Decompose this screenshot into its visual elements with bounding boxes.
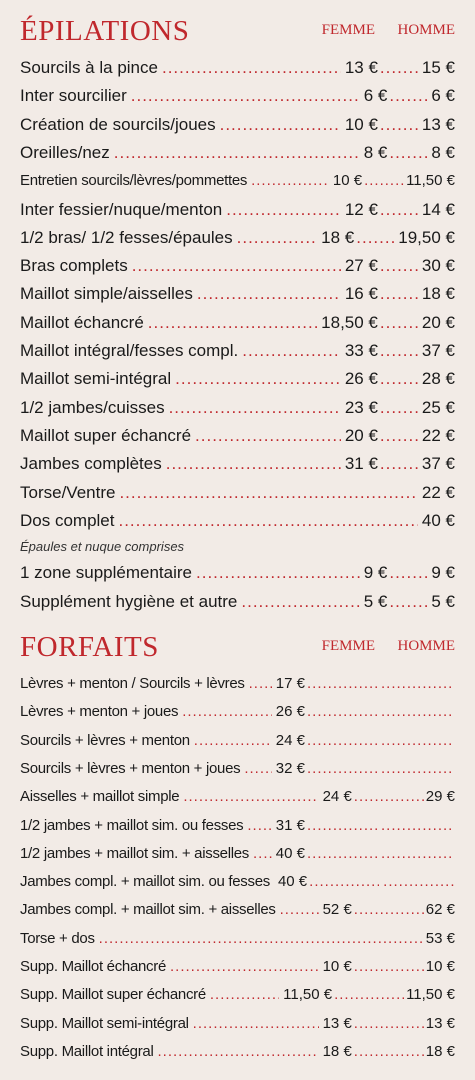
epilations-title: ÉPILATIONS: [20, 15, 190, 47]
dot-leader: [389, 141, 429, 165]
service-label: Inter fessier/nuque/menton: [20, 199, 223, 219]
price-row: [20, 898, 455, 922]
price-femme: 18,50 €: [321, 312, 378, 332]
dot-leader: [356, 226, 396, 250]
price-femme: 31 €: [275, 816, 305, 834]
dot-leader: [381, 700, 453, 724]
price-femme: 40 €: [277, 873, 308, 891]
price-row: [20, 729, 455, 753]
dot-leader: [247, 814, 271, 838]
service-label: Maillot simple/aisselles: [20, 284, 193, 304]
price-homme: 30 €: [421, 256, 455, 276]
dot-leader: [380, 424, 420, 448]
dot-leader: [354, 1012, 424, 1036]
dot-leader: [380, 452, 420, 476]
dot-leader: [194, 729, 272, 753]
dot-leader: [226, 198, 341, 222]
dot-leader: [196, 561, 360, 585]
forfaits-homme-label: HOMME: [397, 638, 455, 654]
dot-leader: [307, 814, 377, 838]
dot-leader: [241, 590, 359, 614]
dot-leader: [380, 56, 420, 80]
dot-leader: [253, 842, 272, 866]
price-homme: 5 €: [431, 592, 455, 612]
price-femme: 12 €: [344, 199, 378, 219]
price-row: [20, 282, 455, 306]
price-row: [20, 672, 455, 696]
dot-leader: [119, 481, 417, 505]
price-homme: 11,50 €: [406, 986, 455, 1004]
epilations-homme-label: HOMME: [397, 22, 455, 38]
dot-leader: [354, 1040, 424, 1064]
price-femme: 52 €: [322, 901, 352, 919]
service-label: Jambes compl. + maillot sim. + aisselles: [20, 901, 276, 919]
price-homme: 6 €: [431, 86, 455, 106]
price-femme: 13 €: [322, 1014, 352, 1032]
price-homme: 18 €: [425, 1042, 455, 1060]
price-row: [20, 590, 455, 614]
dot-leader: [380, 282, 420, 306]
price-homme: 20 €: [421, 312, 455, 332]
dot-leader: [309, 870, 379, 894]
price-homme: 14 €: [421, 199, 455, 219]
price-row: [20, 254, 455, 278]
price-homme: 37 €: [421, 454, 455, 474]
price-homme: 19,50 €: [398, 227, 455, 247]
dot-leader: [380, 396, 420, 420]
price-row: [20, 927, 455, 951]
price-row: [20, 700, 455, 724]
price-femme: 33 €: [344, 341, 378, 360]
price-femme: 31 €: [344, 454, 378, 474]
service-label: Supplément hygiène et autre: [20, 592, 238, 612]
price-row: [20, 842, 455, 866]
price-femme: 10 €: [322, 958, 352, 975]
price-femme: 10 €: [344, 114, 378, 134]
dot-leader: [380, 339, 420, 363]
service-label: 1/2 jambes + maillot sim. + aisselles: [20, 844, 249, 862]
dot-leader: [182, 700, 272, 724]
dot-leader: [118, 509, 417, 533]
dot-leader: [131, 84, 360, 108]
forfaits-header: [0, 630, 475, 670]
price-row: [20, 561, 455, 585]
price-homme: 62 €: [425, 901, 455, 919]
price-homme: 10 €: [425, 958, 455, 975]
service-label: Entretien sourcils/lèvres/pommettes: [20, 172, 248, 190]
price-row: [20, 198, 455, 222]
service-label: 1 zone supplémentaire: [20, 563, 193, 583]
service-label: 1/2 jambes/cuisses: [20, 397, 165, 417]
dot-leader: [380, 254, 420, 278]
dot-leader: [354, 898, 424, 922]
dot-leader: [380, 198, 420, 222]
dot-leader: [389, 84, 429, 108]
dot-leader: [389, 590, 429, 614]
price-femme: 11,50 €: [283, 986, 333, 1004]
dot-leader: [175, 367, 341, 391]
dot-leader: [166, 452, 341, 476]
dot-leader: [381, 672, 453, 696]
price-femme: 18 €: [321, 227, 355, 247]
service-label: Oreilles/nez: [20, 142, 110, 162]
dot-leader: [197, 282, 341, 306]
dot-leader: [380, 311, 420, 335]
service-label: Sourcils + lèvres + menton + joues: [20, 759, 241, 777]
price-homme: 29 €: [425, 788, 455, 806]
service-label: Maillot super échancré: [20, 425, 192, 445]
price-row: [20, 113, 455, 137]
service-label: Sourcils à la pince: [20, 58, 158, 77]
dot-leader: [193, 1012, 319, 1036]
service-label: Torse + dos: [20, 929, 95, 947]
price-homme: 40 €: [421, 510, 455, 530]
forfaits-title: FORFAITS: [20, 631, 159, 663]
price-femme: 6 €: [363, 86, 388, 106]
price-femme: 20 €: [344, 425, 378, 445]
dot-leader: [170, 955, 319, 979]
price-femme: 27 €: [344, 256, 378, 276]
dot-leader: [242, 339, 341, 363]
service-label: Jambes compl. + maillot sim. ou fesses: [20, 873, 270, 891]
price-homme: 15 €: [421, 58, 455, 77]
epilations-section: [0, 14, 475, 54]
dot-leader: [307, 700, 377, 724]
price-femme: 32 €: [275, 759, 305, 777]
price-femme: 13 €: [344, 58, 378, 77]
price-femme: 24 €: [275, 731, 305, 749]
service-label: Torse/Ventre: [20, 482, 116, 502]
price-homme: 53 €: [425, 929, 455, 947]
dot-leader: [249, 672, 272, 696]
service-label: Supp. Maillot intégral: [20, 1042, 154, 1060]
price-homme: 37 €: [421, 341, 455, 360]
price-row: [20, 141, 455, 165]
forfaits-section: [0, 630, 475, 670]
price-femme: 8 €: [363, 142, 388, 162]
service-label: Lèvres + menton / Sourcils + lèvres: [20, 675, 245, 692]
price-row: [20, 226, 455, 250]
service-label: Inter sourcilier: [20, 86, 127, 106]
forfaits-femme-label: FEMME: [321, 638, 375, 654]
dot-leader: [148, 311, 317, 335]
price-femme: 5 €: [363, 592, 388, 612]
dot-leader: [383, 870, 455, 894]
dot-leader: [381, 814, 453, 838]
service-label: Maillot intégral/fesses compl.: [20, 341, 239, 360]
dot-leader: [162, 56, 341, 80]
dot-leader: [389, 561, 429, 585]
epilations-header: [0, 14, 475, 54]
dot-leader: [381, 729, 453, 753]
price-homme: 25 €: [421, 397, 455, 417]
dot-leader: [220, 113, 341, 137]
dot-leader: [114, 141, 360, 165]
price-homme: 11,50 €: [406, 172, 455, 190]
price-homme: 22 €: [421, 425, 455, 445]
price-row: [20, 169, 455, 193]
dot-leader: [354, 785, 424, 809]
dot-leader: [157, 1040, 318, 1064]
price-row: [20, 757, 455, 781]
service-label: Maillot semi-intégral: [20, 369, 172, 389]
price-row: [20, 955, 455, 979]
price-row: [20, 509, 455, 533]
price-row: [20, 367, 455, 391]
service-label: Aisselles + maillot simple: [20, 788, 180, 806]
service-label: Supp. Maillot semi-intégral: [20, 1014, 189, 1032]
price-homme: 13 €: [421, 114, 455, 134]
service-label: Bras complets: [20, 256, 128, 276]
dot-leader: [183, 785, 318, 809]
price-row: [20, 870, 455, 894]
service-label: Supp. Maillot échancré: [20, 958, 166, 975]
dot-leader: [307, 672, 377, 696]
dot-leader: [307, 757, 377, 781]
price-row: [20, 424, 455, 448]
price-homme: 9 €: [431, 563, 455, 583]
price-row: [20, 983, 455, 1007]
service-label: 1/2 bras/ 1/2 fesses/épaules: [20, 227, 233, 247]
price-homme: 28 €: [421, 369, 455, 389]
dot-leader: [307, 729, 377, 753]
price-row: [20, 311, 455, 335]
price-femme: 26 €: [275, 703, 305, 721]
price-femme: 18 €: [322, 1042, 352, 1060]
dot-leader: [354, 955, 424, 979]
price-homme: 22 €: [421, 482, 455, 502]
dot-leader: [132, 254, 341, 278]
dot-leader: [237, 226, 318, 250]
price-row: [20, 481, 455, 505]
price-femme: 23 €: [344, 397, 378, 417]
price-femme: 16 €: [344, 284, 378, 304]
dot-leader: [169, 396, 341, 420]
dot-leader: [99, 927, 422, 951]
price-femme: 17 €: [275, 675, 305, 692]
price-row: [20, 339, 455, 363]
price-homme: 13 €: [425, 1014, 455, 1032]
dot-leader: [364, 169, 404, 193]
epilations-femme-label: FEMME: [321, 22, 375, 38]
dot-leader: [195, 424, 341, 448]
price-row: [20, 1012, 455, 1036]
dot-leader: [334, 983, 404, 1007]
price-row: [20, 56, 455, 80]
price-femme: 10 €: [332, 172, 363, 190]
service-label: Dos complet: [20, 510, 115, 530]
price-femme: 40 €: [275, 844, 305, 862]
service-label: 1/2 jambes + maillot sim. ou fesses: [20, 816, 244, 834]
service-label: Sourcils + lèvres + menton: [20, 731, 190, 749]
service-label: Lèvres + menton + joues: [20, 703, 179, 721]
dot-leader: [280, 898, 319, 922]
price-homme: 8 €: [431, 142, 455, 162]
dot-leader: [307, 842, 377, 866]
service-label: Supp. Maillot super échancré: [20, 986, 206, 1004]
dot-leader: [210, 983, 279, 1007]
price-row: [20, 814, 455, 838]
price-homme: 18 €: [421, 284, 455, 304]
service-label: Création de sourcils/joues: [20, 114, 216, 134]
epilations-note: Épaules et nuque comprises: [20, 539, 185, 555]
service-label: Jambes complètes: [20, 454, 162, 474]
service-label: Maillot échancré: [20, 312, 144, 332]
price-row: [20, 84, 455, 108]
price-row: [20, 452, 455, 476]
price-femme: 24 €: [322, 788, 352, 806]
price-row: [20, 396, 455, 420]
dot-leader: [244, 757, 271, 781]
dot-leader: [380, 367, 420, 391]
price-femme: 26 €: [344, 369, 378, 389]
dot-leader: [251, 169, 329, 193]
price-row: [20, 1040, 455, 1064]
dot-leader: [381, 757, 453, 781]
price-femme: 9 €: [363, 563, 388, 583]
dot-leader: [380, 113, 420, 137]
price-row: [20, 785, 455, 809]
dot-leader: [381, 842, 453, 866]
